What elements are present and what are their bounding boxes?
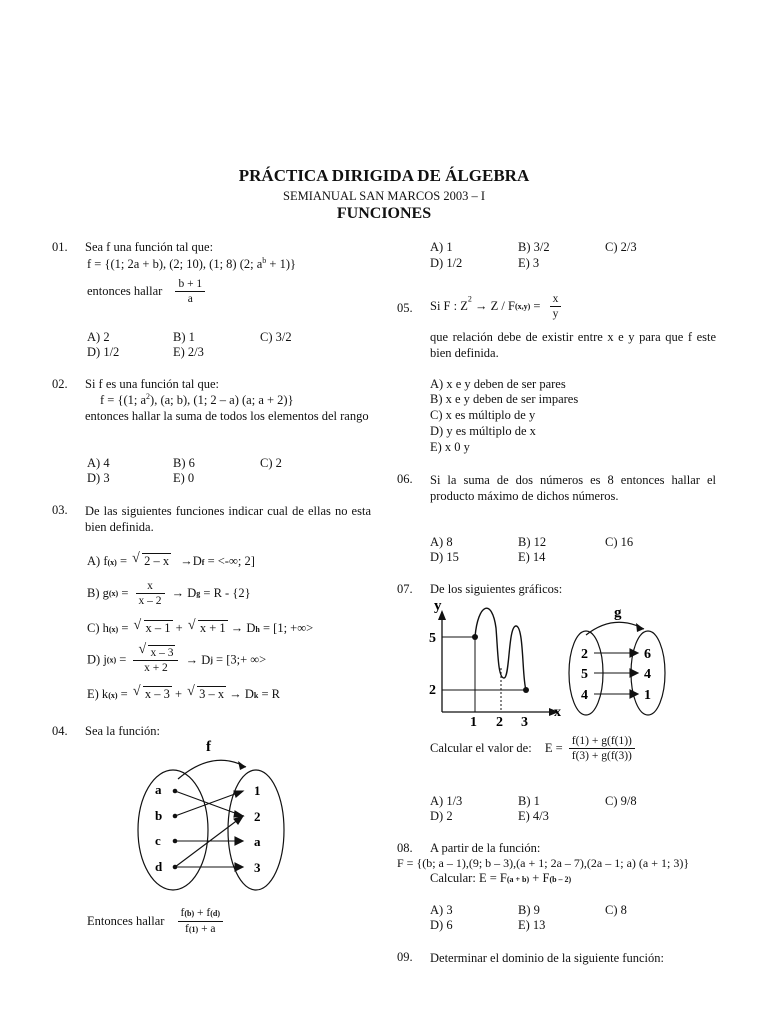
q03-e-radical-1 (133, 686, 172, 702)
q04-arrow-diagram (128, 737, 318, 892)
q07-calc-text: Calcular el valor de: (430, 741, 532, 755)
q02-opt-a: A) 4 (87, 456, 110, 470)
q02-opt-b: B) 6 (173, 456, 195, 470)
q04-num-plus: + f (194, 907, 211, 919)
q01-fset (87, 256, 296, 272)
q01-fset-end: + 1)} (266, 257, 296, 272)
q01-hallar (87, 277, 205, 306)
q03-e-sub: (x) (108, 691, 118, 700)
section-title: FUNCIONES (336, 205, 432, 222)
q03-c-radicand-1: x – 1 (145, 621, 171, 635)
q03-b-dom: → D (171, 586, 197, 600)
q02-opt-e: E) 0 (173, 471, 195, 485)
q04-cod-a: a (254, 834, 261, 849)
q04-den-a-sub: (1) (188, 925, 199, 934)
q01-number: 01. (52, 240, 68, 254)
q02-fset (100, 392, 294, 408)
q03-e-dsub: k (253, 691, 259, 700)
q04-frac-den (178, 922, 223, 937)
q04-domain-set (138, 770, 208, 890)
q01-opt-e: E) 2/3 (173, 345, 204, 359)
q03-a-dom: →D (180, 554, 202, 568)
q05-frac-num: x (550, 292, 562, 307)
q05-fraction (550, 292, 562, 321)
page-subtitle: SEMIANUAL SAN MARCOS 2003 – I (283, 189, 485, 203)
q05-opt-d: D) y es múltiplo de x (430, 424, 536, 438)
q07-intro: De los siguientes gráficos: (430, 582, 563, 596)
q03-option-c (87, 620, 313, 636)
q01-fset-text: f = {(1; 2a + b), (2; 10), (1; 8) (2; a (87, 257, 263, 272)
q05-opt-a: A) x e y deben de ser pares (430, 377, 566, 391)
q09-number: 09. (397, 950, 413, 964)
q06-opt-d: D) 15 (430, 550, 459, 564)
q02-number: 02. (52, 377, 68, 391)
q07-g-arrowhead (636, 623, 644, 632)
q03-c-radical-1 (134, 620, 173, 636)
q03-a-sub: (x) (107, 558, 117, 567)
q03-e-label: E) k (87, 687, 109, 701)
q04-f-label: f (206, 739, 211, 755)
q01-hallar-text: entonces hallar (87, 284, 163, 298)
q02-text: entonces hallar la suma de todos los elementos del rango (85, 409, 369, 423)
q02-intro: Si f es una función tal que: (85, 377, 219, 391)
q02-fset-sup: 2 (146, 392, 151, 401)
q01-opt-c: C) 3/2 (260, 330, 292, 344)
q07-axis-x-label: x (554, 705, 561, 720)
q03-option-b (87, 579, 251, 608)
q05-sup: 2 (467, 294, 472, 304)
q03-a-dval: = <-∞; 2] (204, 554, 255, 568)
q08-calc-sub2: (b – 2) (549, 875, 572, 884)
q08-calc-sub1: (a + b) (506, 875, 530, 884)
q09-text: Determinar el dominio de la siguiente función: (430, 951, 664, 965)
q03-e-radicand-2: 3 – x (199, 687, 225, 701)
q07-number: 07. (397, 582, 413, 596)
q07-function-graph (426, 598, 566, 728)
q08-fset: F = {(b; a – 1),(9; b – 3),(a + 1; 2a – 7),(2a – 1; a) (a + 1; 3)} (397, 856, 690, 870)
q08-opt-a: A) 3 (430, 903, 453, 917)
q03-option-e (87, 686, 280, 702)
q04-opt-d: D) 1/2 (430, 256, 463, 270)
q07-g-dom-5: 5 (581, 667, 588, 682)
q03-c-dval: = [1; +∞> (259, 621, 314, 635)
q04-f-arrowhead (238, 761, 246, 770)
q08-intro: A partir de la función: (430, 841, 541, 855)
q02-opt-d: D) 3 (87, 471, 110, 485)
q07-e-lhs: E = (544, 741, 563, 755)
q04-den-end: + a (198, 923, 216, 935)
q03-c-radicand-2: x + 1 (199, 621, 226, 635)
q08-opt-e: E) 13 (518, 918, 546, 932)
q03-d-radical (138, 645, 175, 660)
q03-number: 03. (52, 503, 68, 517)
q05-definition (430, 292, 561, 321)
q05-opt-c: C) x es múltiplo de y (430, 408, 536, 422)
q01-opt-d: D) 1/2 (87, 345, 120, 359)
q03-a-radical (132, 553, 171, 569)
q08-opt-c: C) 8 (605, 903, 627, 917)
q03-d-den: x + 2 (144, 662, 168, 674)
q04-num-a: f (180, 907, 185, 919)
q04-dom-a: a (155, 782, 162, 797)
q05-number: 05. (397, 301, 413, 315)
q06-opt-b: B) 12 (518, 535, 547, 549)
q04-cod-3: 3 (254, 860, 261, 875)
q04-opt-c: C) 2/3 (605, 240, 637, 254)
q08-opt-b: B) 9 (518, 903, 540, 917)
q01-fraction (175, 277, 205, 306)
q07-point-3 (523, 687, 529, 693)
q03-d-dsub: j (210, 655, 213, 665)
q07-tick-y5: 5 (429, 631, 436, 646)
q04-hallar-text: Entonces hallar (87, 914, 165, 928)
page-title: PRÁCTICA DIRIGIDA DE ÁLGEBRA (238, 166, 530, 185)
q07-e-num: f(1) + g(f(1)) (569, 734, 635, 749)
q06-opt-a: A) 8 (430, 535, 453, 549)
q03-text: De las siguientes funciones indicar cual de ellas no esta bien definida. (85, 504, 371, 534)
q03-c-radical-2 (188, 620, 228, 636)
q03-b-den: x – 2 (138, 595, 162, 607)
q04-opt-b: B) 3/2 (518, 240, 550, 254)
q05-mid: → Z / F (471, 299, 515, 313)
q03-e-dom: → D (229, 687, 254, 701)
q03-a-dsub: f (201, 558, 205, 567)
q01-intro: Sea f una función tal que: (85, 240, 214, 254)
q03-b-sub: (x) (108, 589, 119, 598)
q04-mapping-lines (175, 791, 243, 871)
q03-d-sub: (x) (106, 655, 117, 665)
q03-c-sub: (x) (108, 625, 119, 634)
q07-tick-x3: 3 (521, 715, 528, 728)
q03-e-radical-2 (187, 686, 226, 702)
q08-opt-d: D) 6 (430, 918, 453, 932)
q01-opt-b: B) 1 (173, 330, 195, 344)
q07-opt-c: C) 9/8 (605, 794, 637, 808)
q03-c-label: C) h (87, 621, 109, 635)
q07-g-arrow (586, 622, 644, 635)
q03-d-dval: = [3;+ ∞> (212, 652, 267, 667)
q03-e-dval: = R (258, 687, 281, 701)
q07-opt-d: D) 2 (430, 809, 453, 823)
q04-intro: Sea la función: (85, 724, 160, 738)
q07-opt-b: B) 1 (518, 794, 540, 808)
q02-fset-end: ), (a; b), (1; 2 – a) (a; a + 2)} (150, 393, 294, 408)
q08-calc-pre: Calcular: E = F (430, 871, 507, 885)
q03-b-dval: = R - {2} (200, 586, 251, 600)
q03-d-fraction (133, 645, 178, 675)
q03-option-a (87, 553, 255, 569)
q07-g-label: g (614, 605, 622, 621)
q03-d-eq: = (116, 652, 127, 667)
q07-e-fraction (569, 734, 635, 763)
q06-text: Si la suma de dos números es 8 entonces hallar el producto máximo de dichos números. (430, 473, 716, 503)
q08-calc (430, 871, 571, 886)
q04-dom-b: b (155, 808, 163, 823)
q03-a-radicand: 2 – x (144, 554, 170, 568)
q03-c-plus: + (172, 621, 186, 635)
q01-frac-den: a (187, 293, 193, 305)
q04-opt-a: A) 1 (430, 240, 453, 254)
q02-fset-text: f = {(1; a (100, 393, 147, 408)
q03-e-radicand-1: x – 3 (144, 687, 170, 701)
q07-tick-x2: 2 (496, 715, 503, 728)
q05-eq: = (530, 299, 541, 313)
q03-b-label: B) g (87, 586, 109, 600)
q08-calc-mid: + F (529, 871, 550, 885)
q08-number: 08. (397, 841, 413, 855)
q04-dom-d: d (155, 859, 163, 874)
q07-g-dom-2: 2 (581, 647, 588, 662)
q05-text: que relación debe de existir entre x e y para que f este bien definida. (430, 330, 716, 360)
q05-fsub: (x,y) (514, 302, 531, 311)
q04-num-b-sub: (d) (210, 909, 221, 918)
q04-cod-2: 2 (254, 809, 261, 824)
q01-opt-a: A) 2 (87, 330, 110, 344)
q07-g-cod-6: 6 (644, 647, 651, 662)
q07-g-mapping (594, 649, 638, 698)
q07-point-1 (472, 634, 478, 640)
q07-tick-x1: 1 (470, 715, 477, 728)
q05-opt-b: B) x e y deben de ser impares (430, 392, 579, 406)
q07-g-diagram (566, 603, 676, 723)
q02-opt-c: C) 2 (260, 456, 282, 470)
q03-b-dsub: g (196, 589, 201, 598)
q05-opt-e: E) x 0 y (430, 440, 470, 454)
q04-number: 04. (52, 724, 68, 738)
q03-d-radicand: x – 3 (150, 647, 174, 659)
q07-g-cod-1: 1 (644, 688, 651, 703)
q04-hallar (87, 906, 223, 937)
q07-axis-y-label: y (434, 598, 442, 614)
q07-opt-e: E) 4/3 (518, 809, 549, 823)
q04-frac-num (178, 906, 223, 922)
q06-opt-e: E) 14 (518, 550, 546, 564)
q07-calc (430, 734, 635, 763)
q07-g-cod-4: 4 (644, 667, 651, 682)
q06-opt-c: C) 16 (605, 535, 634, 549)
q06-number: 06. (397, 472, 413, 486)
q04-den-a: f (185, 923, 189, 935)
q03-e-plus: + (171, 687, 186, 701)
q07-e-den: f(3) + g(f(3)) (571, 750, 632, 762)
q03-b-num: x (136, 579, 165, 594)
q01-fset-sup: b (262, 256, 267, 265)
q03-c-dom: → D (230, 621, 256, 635)
q07-g-dom-4: 4 (581, 688, 588, 703)
q04-opt-e: E) 3 (518, 256, 540, 270)
q03-a-eq: = (116, 554, 127, 568)
q03-a-label: A) f (87, 554, 108, 568)
q04-cod-1: 1 (254, 783, 261, 798)
q04-num-a-sub: (b) (184, 909, 195, 918)
q03-option-d (87, 645, 266, 675)
q01-frac-num: b + 1 (175, 277, 205, 292)
q03-c-dsub: h (255, 625, 260, 634)
q03-c-eq: = (118, 621, 129, 635)
q04-fraction (178, 906, 223, 937)
q03-d-num (133, 645, 178, 661)
q05-pre: Si F : Z (430, 299, 468, 313)
q03-b-fraction (136, 579, 165, 608)
q07-opt-a: A) 1/3 (430, 794, 463, 808)
q04-dom-c: c (155, 833, 161, 848)
q07-tick-y2: 2 (429, 683, 436, 698)
q03-d-dom: → D (185, 652, 211, 667)
q03-b-eq: = (118, 586, 129, 600)
q05-frac-den: y (552, 308, 559, 320)
q03-d-label: D) j (87, 652, 107, 667)
q03-e-eq: = (117, 687, 128, 701)
